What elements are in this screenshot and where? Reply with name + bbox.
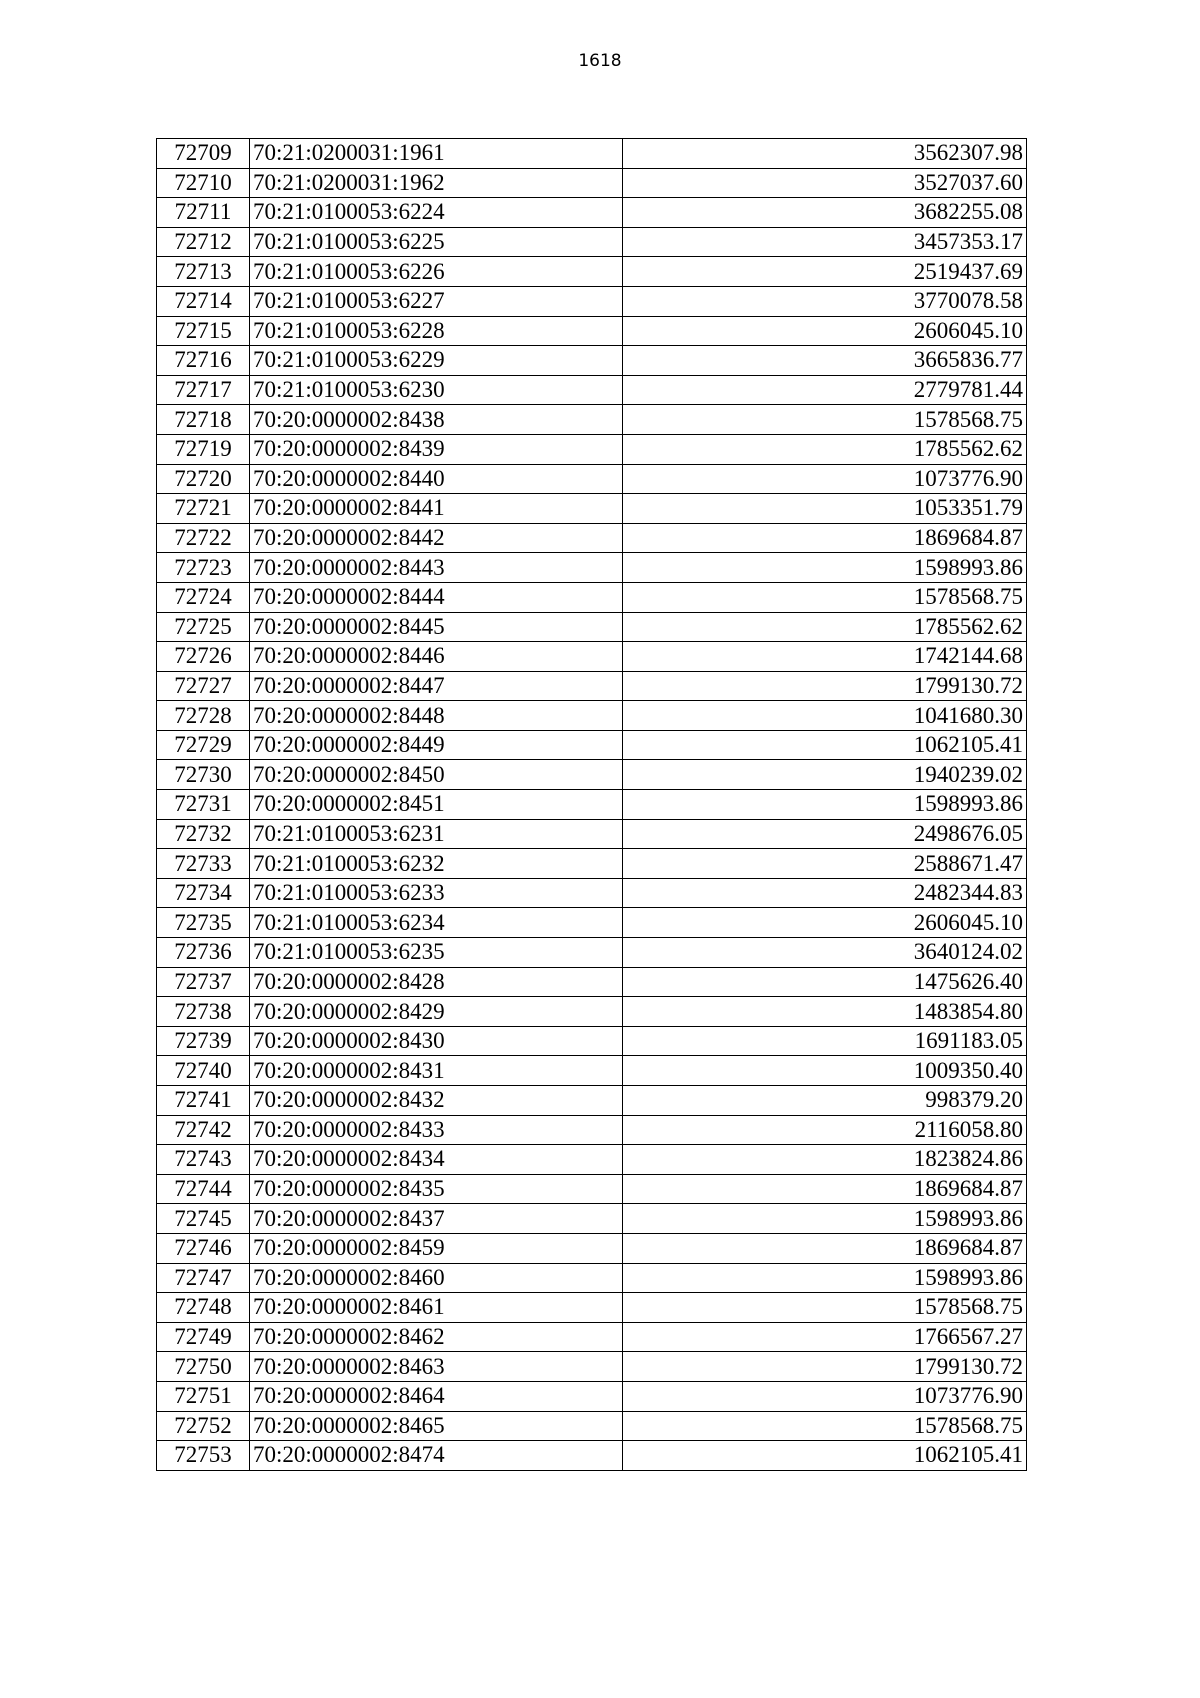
value-cell: 1578568.75 <box>623 582 1027 612</box>
row-number-cell: 72753 <box>157 1441 250 1471</box>
cadastral-number-cell: 70:20:0000002:8450 <box>250 760 623 790</box>
cadastral-number-cell: 70:20:0000002:8438 <box>250 405 623 435</box>
cadastral-number-cell: 70:20:0000002:8449 <box>250 730 623 760</box>
row-number-cell: 72750 <box>157 1352 250 1382</box>
value-cell: 3457353.17 <box>623 227 1027 257</box>
value-cell: 1062105.41 <box>623 1441 1027 1471</box>
value-cell: 3640124.02 <box>623 938 1027 968</box>
table-body <box>157 139 1027 1471</box>
row-number-cell: 72751 <box>157 1381 250 1411</box>
cadastral-number-cell: 70:20:0000002:8430 <box>250 1026 623 1056</box>
value-cell: 1940239.02 <box>623 760 1027 790</box>
cadastral-number-cell: 70:20:0000002:8433 <box>250 1115 623 1145</box>
value-cell: 1869684.87 <box>623 523 1027 553</box>
value-cell: 1823824.86 <box>623 1145 1027 1175</box>
table-row <box>157 760 1027 790</box>
table-row <box>157 1056 1027 1086</box>
row-number-cell: 72715 <box>157 316 250 346</box>
row-number-cell: 72722 <box>157 523 250 553</box>
cadastral-number-cell: 70:20:0000002:8463 <box>250 1352 623 1382</box>
table-row <box>157 730 1027 760</box>
value-cell: 1009350.40 <box>623 1056 1027 1086</box>
cadastral-number-cell: 70:21:0100053:6232 <box>250 849 623 879</box>
cadastral-number-cell: 70:20:0000002:8442 <box>250 523 623 553</box>
row-number-cell: 72714 <box>157 286 250 316</box>
row-number-cell: 72748 <box>157 1293 250 1323</box>
table-row <box>157 1293 1027 1323</box>
cadastral-number-cell: 70:20:0000002:8428 <box>250 967 623 997</box>
cadastral-number-cell: 70:20:0000002:8446 <box>250 642 623 672</box>
row-number-cell: 72747 <box>157 1263 250 1293</box>
row-number-cell: 72749 <box>157 1322 250 1352</box>
row-number-cell: 72745 <box>157 1204 250 1234</box>
cadastral-number-cell: 70:21:0100053:6224 <box>250 198 623 228</box>
table-row <box>157 701 1027 731</box>
cadastral-value-table <box>156 138 1027 1471</box>
table-row <box>157 139 1027 169</box>
row-number-cell: 72741 <box>157 1086 250 1116</box>
row-number-cell: 72743 <box>157 1145 250 1175</box>
cadastral-number-cell: 70:20:0000002:8435 <box>250 1174 623 1204</box>
cadastral-number-cell: 70:20:0000002:8432 <box>250 1086 623 1116</box>
row-number-cell: 72746 <box>157 1233 250 1263</box>
cadastral-number-cell: 70:21:0100053:6230 <box>250 375 623 405</box>
cadastral-number-cell: 70:20:0000002:8447 <box>250 671 623 701</box>
cadastral-number-cell: 70:20:0000002:8464 <box>250 1381 623 1411</box>
table-row <box>157 464 1027 494</box>
value-cell: 2606045.10 <box>623 316 1027 346</box>
value-cell: 1598993.86 <box>623 553 1027 583</box>
table-row <box>157 1204 1027 1234</box>
row-number-cell: 72733 <box>157 849 250 879</box>
table-row <box>157 790 1027 820</box>
table-row <box>157 849 1027 879</box>
row-number-cell: 72731 <box>157 790 250 820</box>
row-number-cell: 72732 <box>157 819 250 849</box>
value-cell: 2779781.44 <box>623 375 1027 405</box>
table-row <box>157 908 1027 938</box>
table-row <box>157 1086 1027 1116</box>
cadastral-number-cell: 70:20:0000002:8441 <box>250 494 623 524</box>
cadastral-number-cell: 70:21:0100053:6225 <box>250 227 623 257</box>
cadastral-number-cell: 70:21:0200031:1962 <box>250 168 623 198</box>
row-number-cell: 72752 <box>157 1411 250 1441</box>
table-row <box>157 1411 1027 1441</box>
table-row <box>157 286 1027 316</box>
table-row <box>157 227 1027 257</box>
value-cell: 3682255.08 <box>623 198 1027 228</box>
value-cell: 1598993.86 <box>623 790 1027 820</box>
row-number-cell: 72729 <box>157 730 250 760</box>
table-row <box>157 1026 1027 1056</box>
cadastral-number-cell: 70:21:0100053:6226 <box>250 257 623 287</box>
row-number-cell: 72710 <box>157 168 250 198</box>
cadastral-number-cell: 70:20:0000002:8451 <box>250 790 623 820</box>
cadastral-number-cell: 70:21:0100053:6233 <box>250 878 623 908</box>
value-cell: 1041680.30 <box>623 701 1027 731</box>
value-cell: 998379.20 <box>623 1086 1027 1116</box>
cadastral-number-cell: 70:20:0000002:8445 <box>250 612 623 642</box>
value-cell: 1475626.40 <box>623 967 1027 997</box>
row-number-cell: 72711 <box>157 198 250 228</box>
value-cell: 2116058.80 <box>623 1115 1027 1145</box>
cadastral-number-cell: 70:21:0100053:6227 <box>250 286 623 316</box>
cadastral-number-cell: 70:21:0100053:6231 <box>250 819 623 849</box>
value-cell: 3527037.60 <box>623 168 1027 198</box>
value-cell: 1073776.90 <box>623 1381 1027 1411</box>
value-cell: 2498676.05 <box>623 819 1027 849</box>
table-row <box>157 819 1027 849</box>
value-cell: 2588671.47 <box>623 849 1027 879</box>
row-number-cell: 72712 <box>157 227 250 257</box>
row-number-cell: 72738 <box>157 997 250 1027</box>
row-number-cell: 72744 <box>157 1174 250 1204</box>
value-cell: 1578568.75 <box>623 1411 1027 1441</box>
cadastral-number-cell: 70:20:0000002:8459 <box>250 1233 623 1263</box>
row-number-cell: 72721 <box>157 494 250 524</box>
value-cell: 1869684.87 <box>623 1174 1027 1204</box>
cadastral-number-cell: 70:20:0000002:8460 <box>250 1263 623 1293</box>
table-row <box>157 1145 1027 1175</box>
cadastral-number-cell: 70:21:0100053:6234 <box>250 908 623 938</box>
value-cell: 1578568.75 <box>623 1293 1027 1323</box>
value-cell: 3770078.58 <box>623 286 1027 316</box>
table-row <box>157 1381 1027 1411</box>
table-row <box>157 346 1027 376</box>
table-row <box>157 405 1027 435</box>
table-row <box>157 1263 1027 1293</box>
cadastral-number-cell: 70:20:0000002:8434 <box>250 1145 623 1175</box>
cadastral-number-cell: 70:20:0000002:8429 <box>250 997 623 1027</box>
table-row <box>157 316 1027 346</box>
cadastral-number-cell: 70:20:0000002:8462 <box>250 1322 623 1352</box>
row-number-cell: 72730 <box>157 760 250 790</box>
row-number-cell: 72720 <box>157 464 250 494</box>
row-number-cell: 72740 <box>157 1056 250 1086</box>
cadastral-number-cell: 70:20:0000002:8443 <box>250 553 623 583</box>
table-row <box>157 642 1027 672</box>
table-row <box>157 582 1027 612</box>
table-row <box>157 938 1027 968</box>
value-cell: 1073776.90 <box>623 464 1027 494</box>
table-row <box>157 1233 1027 1263</box>
value-cell: 1053351.79 <box>623 494 1027 524</box>
row-number-cell: 72735 <box>157 908 250 938</box>
row-number-cell: 72725 <box>157 612 250 642</box>
table-row <box>157 1115 1027 1145</box>
cadastral-number-cell: 70:21:0200031:1961 <box>250 139 623 169</box>
value-cell: 1578568.75 <box>623 405 1027 435</box>
table-row <box>157 434 1027 464</box>
value-cell: 1691183.05 <box>623 1026 1027 1056</box>
value-cell: 3562307.98 <box>623 139 1027 169</box>
cadastral-number-cell: 70:20:0000002:8440 <box>250 464 623 494</box>
table-row <box>157 1441 1027 1471</box>
table-row <box>157 1174 1027 1204</box>
value-cell: 1785562.62 <box>623 434 1027 464</box>
value-cell: 1766567.27 <box>623 1322 1027 1352</box>
cadastral-number-cell: 70:20:0000002:8431 <box>250 1056 623 1086</box>
value-cell: 3665836.77 <box>623 346 1027 376</box>
value-cell: 2482344.83 <box>623 878 1027 908</box>
cadastral-number-cell: 70:20:0000002:8448 <box>250 701 623 731</box>
table-row <box>157 553 1027 583</box>
value-cell: 2519437.69 <box>623 257 1027 287</box>
table-row <box>157 878 1027 908</box>
cadastral-number-cell: 70:20:0000002:8474 <box>250 1441 623 1471</box>
table-row <box>157 257 1027 287</box>
table-row <box>157 523 1027 553</box>
value-cell: 1869684.87 <box>623 1233 1027 1263</box>
cadastral-number-cell: 70:21:0100053:6235 <box>250 938 623 968</box>
row-number-cell: 72726 <box>157 642 250 672</box>
value-cell: 1742144.68 <box>623 642 1027 672</box>
row-number-cell: 72737 <box>157 967 250 997</box>
value-cell: 1799130.72 <box>623 1352 1027 1382</box>
table-row <box>157 494 1027 524</box>
cadastral-number-cell: 70:20:0000002:8465 <box>250 1411 623 1441</box>
table-row <box>157 1322 1027 1352</box>
table-row <box>157 375 1027 405</box>
page-number: 1618 <box>578 51 622 71</box>
row-number-cell: 72728 <box>157 701 250 731</box>
table-row <box>157 612 1027 642</box>
table-row <box>157 967 1027 997</box>
value-cell: 1598993.86 <box>623 1263 1027 1293</box>
row-number-cell: 72739 <box>157 1026 250 1056</box>
table-row <box>157 168 1027 198</box>
value-cell: 1062105.41 <box>623 730 1027 760</box>
value-cell: 1598993.86 <box>623 1204 1027 1234</box>
cadastral-number-cell: 70:20:0000002:8461 <box>250 1293 623 1323</box>
row-number-cell: 72724 <box>157 582 250 612</box>
table-row <box>157 198 1027 228</box>
row-number-cell: 72709 <box>157 139 250 169</box>
row-number-cell: 72727 <box>157 671 250 701</box>
row-number-cell: 72736 <box>157 938 250 968</box>
row-number-cell: 72713 <box>157 257 250 287</box>
value-cell: 2606045.10 <box>623 908 1027 938</box>
value-cell: 1785562.62 <box>623 612 1027 642</box>
row-number-cell: 72734 <box>157 878 250 908</box>
table-row <box>157 1352 1027 1382</box>
row-number-cell: 72717 <box>157 375 250 405</box>
row-number-cell: 72723 <box>157 553 250 583</box>
row-number-cell: 72716 <box>157 346 250 376</box>
cadastral-number-cell: 70:21:0100053:6229 <box>250 346 623 376</box>
table-row <box>157 997 1027 1027</box>
value-cell: 1483854.80 <box>623 997 1027 1027</box>
value-cell: 1799130.72 <box>623 671 1027 701</box>
row-number-cell: 72718 <box>157 405 250 435</box>
row-number-cell: 72742 <box>157 1115 250 1145</box>
cadastral-number-cell: 70:21:0100053:6228 <box>250 316 623 346</box>
cadastral-number-cell: 70:20:0000002:8437 <box>250 1204 623 1234</box>
table-row <box>157 671 1027 701</box>
row-number-cell: 72719 <box>157 434 250 464</box>
cadastral-number-cell: 70:20:0000002:8444 <box>250 582 623 612</box>
cadastral-number-cell: 70:20:0000002:8439 <box>250 434 623 464</box>
